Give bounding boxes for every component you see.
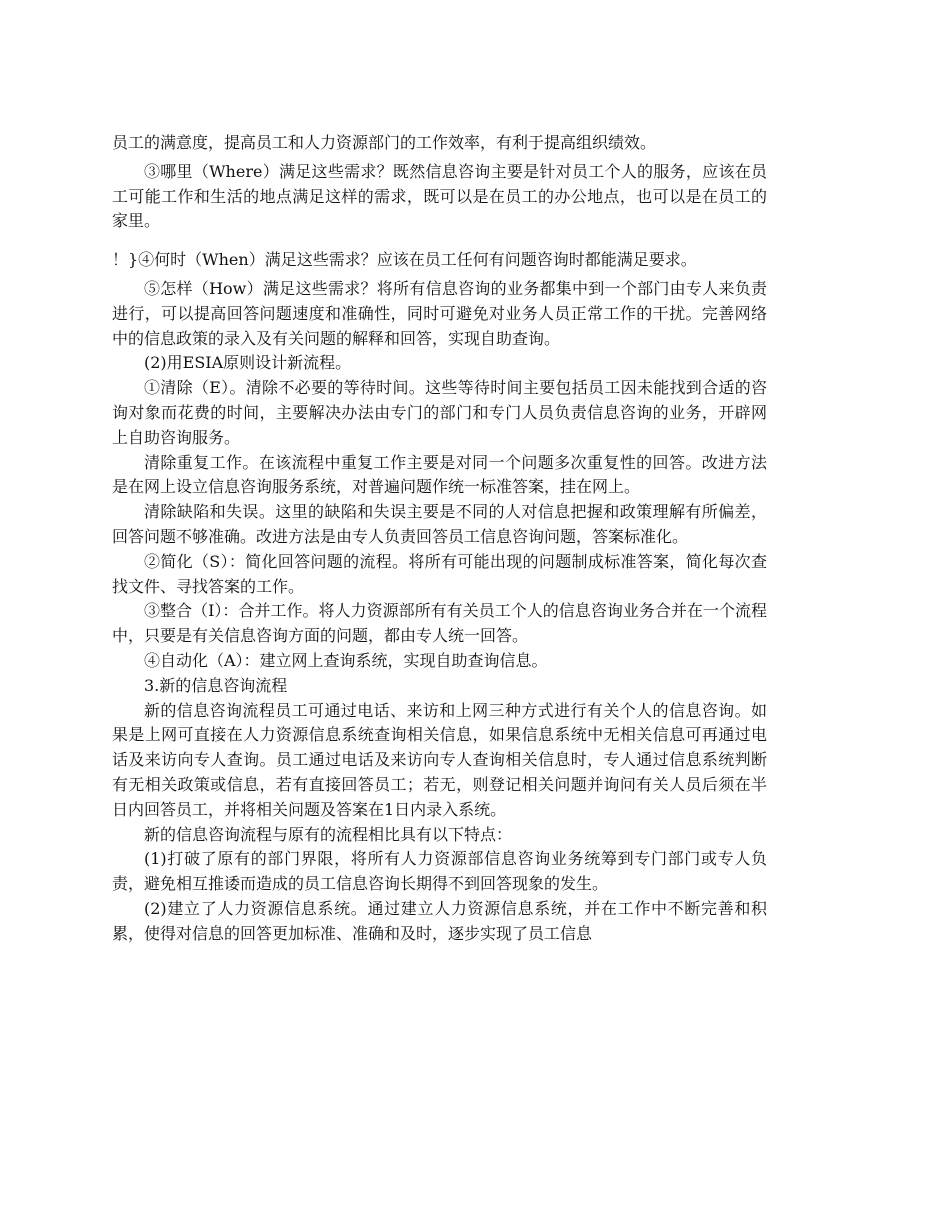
- paragraph-feature-2: (2)建立了人力资源信息系统。通过建立人力资源信息系统，并在工作中不断完善和积累，使得对信息的回答更加标准、准确和及时，逐步实现了员工信息: [112, 898, 767, 943]
- paragraph-1: 员工的满意度，提高员工和人力资源部门的工作效率，有利于提高组织绩效。: [112, 133, 657, 152]
- paragraph-features-intro: 新的信息咨询流程与原有的流程相比具有以下特点：: [144, 824, 513, 844]
- paragraph-when: ！}④何时（When）满足这些需求？应该在员工任何有问题咨询时都能满足要求。: [112, 250, 697, 270]
- paragraph-simplify: ②简化（S）：简化回答问题的流程。将所有可能出现的问题制成标准答案，简化每次查找文件、寻找答案的工作。: [112, 551, 767, 596]
- paragraph-new-process: 新的信息咨询流程员工可通过电话、来访和上网三种方式进行有关个人的信息咨询。如果是上网可直接在人力资源信息系统查询相关信息，如果信息系统中无相关信息可再通过电话及来访向专人查询。员工通过电话及来访向专人查询相关信息时，专人通过信息系统判断有无相关政策或信息，若有直接回答员工；若无，则登记相关问题并询问有关人员后须在半日内回答员工，并将相关问题及答案在1日内录入系统。: [112, 700, 767, 819]
- paragraph-integrate: ③整合（I）：合并工作。将人力资源部所有有关员工个人的信息咨询业务合并在一个流程中，只要是有关信息咨询方面的问题，都由专人统一回答。: [112, 601, 767, 646]
- paragraph-where: ③哪里（Where）满足这些需求？既然信息咨询主要是针对员工个人的服务，应该在员工可能工作和生活的地点满足这样的需求，既可以是在员工的办公地点，也可以是在员工的家里。: [112, 161, 767, 231]
- paragraph-remove-defects: 清除缺陷和失误。这里的缺陷和失误主要是不同的人对信息把握和政策理解有所偏差，回答问题不够准确。改进方法是由专人负责回答员工信息咨询问题，答案标准化。: [112, 502, 767, 546]
- paragraph-eliminate: ①清除（E）。清除不必要的等待时间。这些等待时间主要包括员工因未能找到合适的咨询对象而花费的时间，主要解决办法由专门的部门和专门人员负责信息咨询的业务，开辟网上自助咨询服务。: [112, 378, 767, 447]
- paragraph-esia-heading: (2)用ESIA原则设计新流程。: [144, 353, 352, 373]
- paragraph-feature-1: (1)打破了原有的部门界限，将所有人力资源部信息咨询业务统筹到专门部门或专人负责，避免相互推诿而造成的员工信息咨询长期得不到回答现象的发生。: [112, 849, 767, 894]
- paragraph-automate: ④自动化（A）：建立网上查询系统，实现自助查询信息。: [144, 650, 548, 670]
- paragraph-how: ⑤怎样（How）满足这些需求？将所有信息咨询的业务都集中到一个部门由专人来负责进行，可以提高回答问题速度和准确性，同时可避免对业务人员正常工作的干扰。完善网络中的信息政策的录入及有关问题的解释和回答，实现自助查询。: [112, 278, 767, 348]
- paragraph-remove-duplicate: 清除重复工作。在该流程中重复工作主要是对同一个问题多次重复性的回答。改进方法是在网上设立信息咨询服务系统，对普遍问题作统一标准答案，挂在网上。: [112, 452, 767, 497]
- document-page: [112, 131, 767, 947]
- section-heading-new-process: 3.新的信息咨询流程: [144, 675, 288, 695]
